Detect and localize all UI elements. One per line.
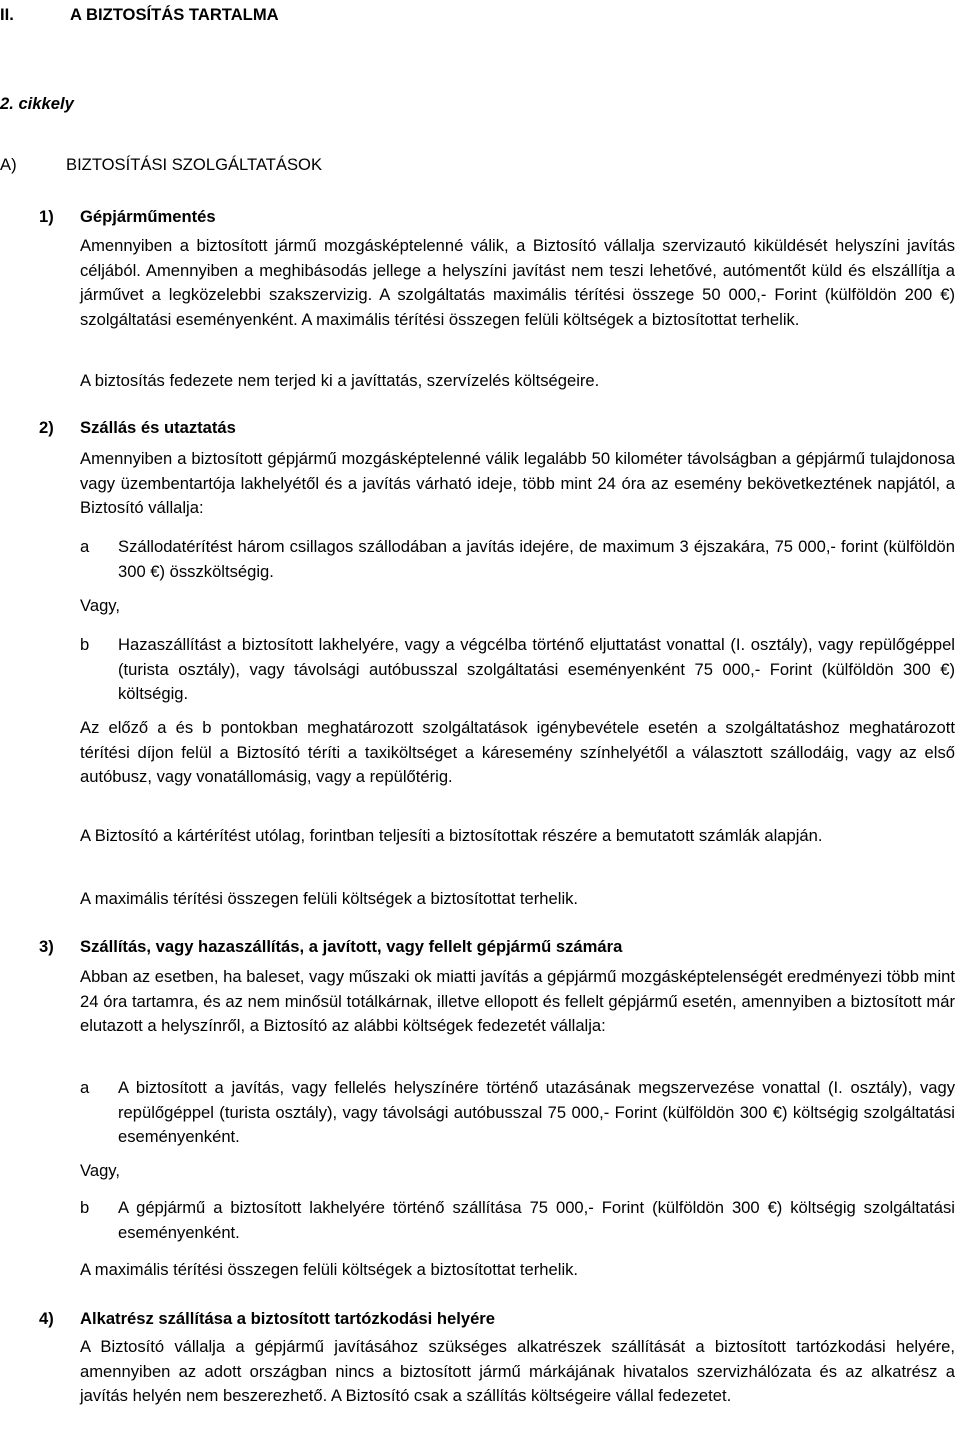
item-3-title: Szállítás, vagy hazaszállítás, a javított, vagy fellelt gépjármű számára: [80, 937, 623, 956]
item-4-title: Alkatrész szállítása a biztosított tartózkodási helyére: [80, 1309, 495, 1328]
chapter-number: II.: [0, 5, 14, 24]
item-2-option-b-text: Hazaszállítást a biztosított lakhelyére, vagy a végcélba történő eljuttatást vonattal (I. osztály), vagy repülőgéppel (turista osztály), vagy távolsági autóbusszal szolgáltatási eseményenként 75 000,- Forint (külföldön 300 €) költségig.: [118, 635, 955, 703]
chapter-title: A BIZTOSÍTÁS TARTALMA: [70, 5, 279, 24]
item-4-number: 4): [39, 1309, 54, 1328]
item-2-title: Szállás és utaztatás: [80, 418, 236, 437]
item-3-number: 3): [39, 937, 54, 956]
item-2-paragraph-1: Az előző a és b pontokban meghatározott szolgáltatások igénybevétele esetén a szolgáltatáshoz meghatározott térítési díjon felül a Biztosító téríti a taxiköltséget a káresemény színhelyétől a választott szállodáig, vagy az első autóbusz, vagy vonatállomásig, vagy a repülőtérig.: [80, 718, 955, 786]
item-1-title: Gépjárműmentés: [80, 207, 216, 226]
item-1-paragraph-2: A biztosítás fedezete nem terjed ki a javíttatás, szervízelés költségeire.: [80, 371, 600, 390]
item-3-option-b-label: b: [80, 1198, 90, 1217]
item-2-option-b-label: b: [80, 635, 90, 654]
item-4-paragraph-1: A Biztosító vállalja a gépjármű javításához szükséges alkatrészek szállítását a biztosított tartózkodási helyére, amennyiben az adott országban nincs a biztosított jármű márkájának hivatalos szervizhálózata és az alkatrész a javítás helyén nem beszerezhető. A Biztosító csak a szállítás költségeire vállal fedezetet.: [80, 1337, 955, 1405]
article-heading: 2. cikkely: [0, 94, 74, 113]
item-2-paragraph-2: A Biztosító a kártérítést utólag, forintban teljesíti a biztosítottak részére a bemutatott számlák alapján.: [80, 826, 823, 845]
item-3-or: Vagy,: [80, 1161, 120, 1180]
item-1-paragraph-1: Amennyiben a biztosított jármű mozgásképtelenné válik, a Biztosító vállalja szervizautó kiküldését helyszíni javítás céljából. Amennyiben a meghibásodás jellege a helyszíni javítást nem teszi lehetővé, autómentőt küld és elszállítja a járművet a legközelebbi szakszervizig. A szolgáltatás maximális térítési összege 50 000,- Forint (külföldön 200 €) szolgáltatási eseményenként. A maximális térítési összegen felüli költségek a biztosítottat terhelik.: [80, 236, 955, 329]
item-2-option-a-text: Szállodatérítést három csillagos szállodában a javítás idejére, de maximum 3 éjszakára, 75 000,- forint (külföldön 300 €) összköltségig.: [118, 537, 955, 581]
section-letter: A): [0, 155, 17, 174]
item-2-number: 2): [39, 418, 54, 437]
item-3-intro: Abban az esetben, ha baleset, vagy műszaki ok miatti javítás a gépjármű mozgásképtelenségét eredményezi több mint 24 óra tartamra, és az nem minősül totálkárnak, illetve ellopott és fellelt gépjármű esetén, amennyiben a biztosított már elutazott a helyszínről, a Biztosító az alábbi költségek fedezetét vállalja:: [80, 967, 955, 1035]
item-3-option-b-text: A gépjármű a biztosított lakhelyére történő szállítása 75 000,- Forint (külföldön 300 €) költségig szolgáltatási eseményenként.: [118, 1198, 955, 1242]
item-2-intro: Amennyiben a biztosított gépjármű mozgásképtelenné válik legalább 50 kilométer távolságban a gépjármű tulajdonosa vagy üzembentartója lakhelyétől és a javítás várható ideje, több mint 24 óra az esemény bekövetkeztének napjától, a Biztosító vállalja:: [80, 449, 955, 517]
item-3-option-a-label: a: [80, 1078, 90, 1097]
item-1-number: 1): [39, 207, 54, 226]
item-3-option-a-text: A biztosított a javítás, vagy fellelés helyszínére történő utazásának megszervezése vonattal (I. osztály), vagy repülőgéppel (turista osztály), vagy távolsági autóbusszal 75 000,- Forint (külföldön 300 €) költségig szolgáltatási eseményenként.: [118, 1078, 955, 1146]
item-2-or: Vagy,: [80, 596, 120, 615]
item-2-option-a-label: a: [80, 537, 90, 556]
item-3-paragraph-1: A maximális térítési összegen felüli költségek a biztosítottat terhelik.: [80, 1260, 579, 1279]
section-title: BIZTOSÍTÁSI SZOLGÁLTATÁSOK: [66, 155, 323, 174]
item-2-paragraph-3: A maximális térítési összegen felüli költségek a biztosítottat terhelik.: [80, 889, 579, 908]
